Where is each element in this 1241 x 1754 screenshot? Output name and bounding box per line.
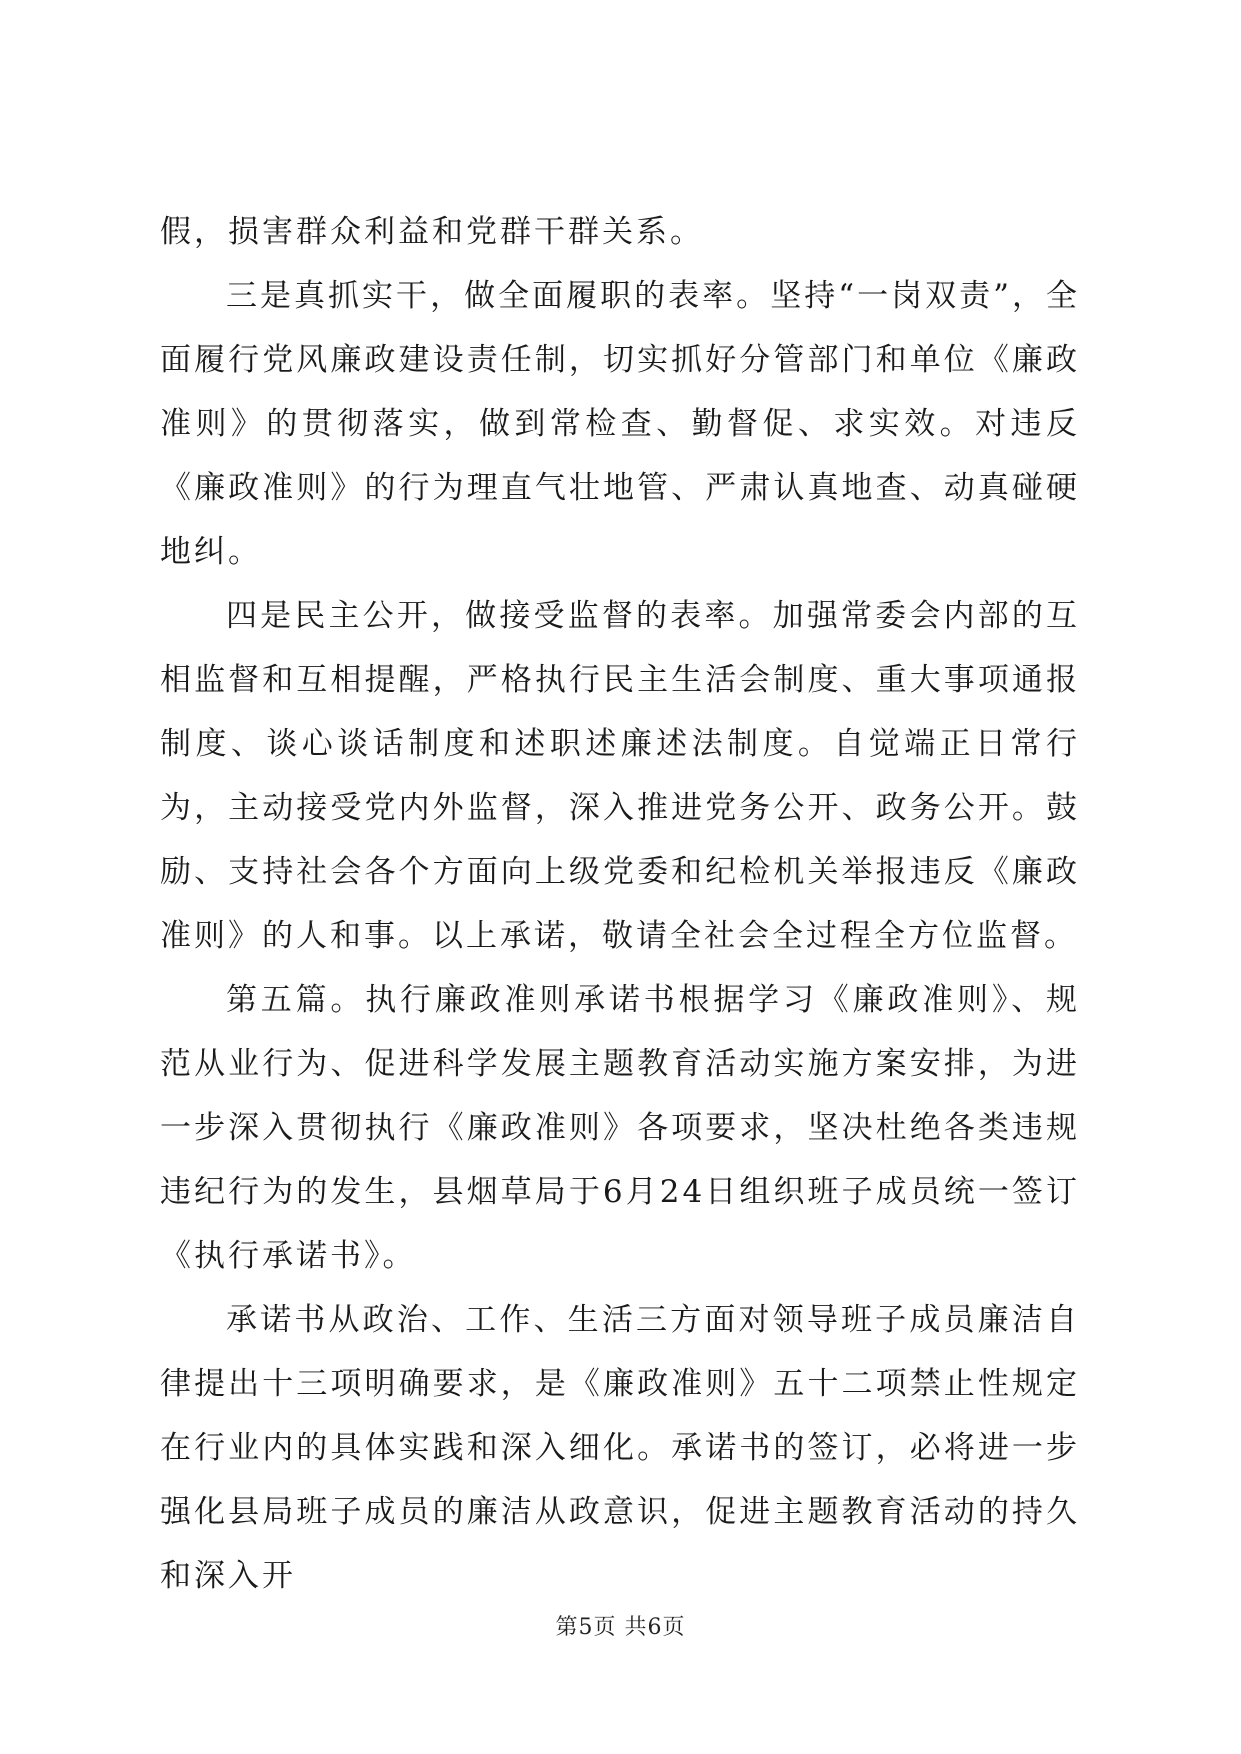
paragraph-part-five: 第五篇。执行廉政准则承诺书根据学习《廉政准则》、规范从业行为、促进科学发展主题教育活动实施方案安排，为进一步深入贯彻执行《廉政准则》各项要求，坚决杜绝各类违规违纪行为的发生，县烟草局于6月24日组织班子成员统一签订《执行承诺书》。 [160, 982, 1080, 1274]
paragraph-point-three: 三是真抓实干，做全面履职的表率。坚持“一岗双责”，全面履行党风廉政建设责任制，切实抓好分管部门和单位《廉政准则》的贯彻落实，做到常检查、勤督促、求实效。对违反《廉政准则》的行为理直气壮地管、严肃认真地查、动真碰硬地纠。 [160, 278, 1080, 570]
paragraph-commitment: 承诺书从政治、工作、生活三方面对领导班子成员廉洁自律提出十三项明确要求，是《廉政准则》五十二项禁止性规定在行业内的具体实践和深入细化。承诺书的签订，必将进一步强化县局班子成员的廉洁从政意识，促进主题教育活动的持久和深入开 [160, 1302, 1080, 1594]
document-body [160, 200, 1080, 1608]
paragraph-point-four: 四是民主公开，做接受监督的表率。加强常委会内部的互相监督和互相提醒，严格执行民主生活会制度、重大事项通报制度、谈心谈话制度和述职述廉述法制度。自觉端正日常行为，主动接受党内外监督，深入推进党务公开、政务公开。鼓励、支持社会各个方面向上级党委和纪检机关举报违反《廉政准则》的人和事。以上承诺，敬请全社会全过程全方位监督。 [160, 598, 1080, 954]
page-number-footer: 第5页 共6页 [555, 1615, 686, 1640]
paragraph-continuation: 假，损害群众利益和党群干群关系。 [160, 214, 704, 250]
